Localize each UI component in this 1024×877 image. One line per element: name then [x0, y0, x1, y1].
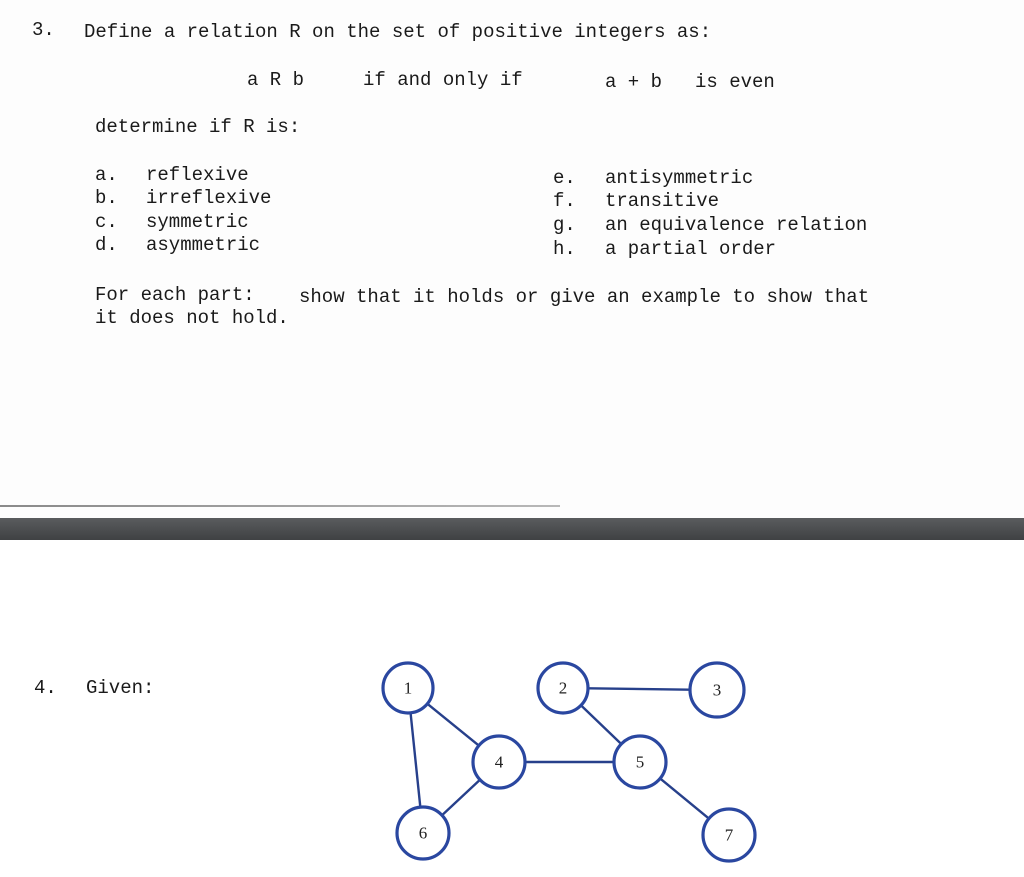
- graph-node-label: 5: [635, 752, 645, 772]
- graph-edge-4-6: [442, 780, 480, 816]
- question-3-number: 3.: [32, 19, 55, 41]
- option-text: a partial order: [605, 238, 777, 260]
- graph-edge-2-5: [581, 705, 621, 744]
- option-text: asymmetric: [146, 234, 261, 256]
- option-letter: h.: [553, 238, 576, 260]
- option-letter: f.: [553, 190, 576, 212]
- graph-edge-5-7: [660, 778, 709, 818]
- instruction-label: For each part:: [95, 284, 255, 306]
- graph-node-label: 2: [558, 678, 568, 698]
- definition-iff: if and only if: [363, 69, 523, 91]
- option-letter: d.: [95, 234, 118, 256]
- graph-edge-2-3: [588, 688, 690, 689]
- graph-edge-1-6: [411, 713, 421, 807]
- option-text: an equivalence relation: [605, 214, 868, 236]
- option-letter: c.: [95, 211, 118, 233]
- graph-node-label: 3: [712, 680, 722, 700]
- graph-node-4: [473, 736, 525, 788]
- graph-node-6: [397, 807, 449, 859]
- graph-node-5: [614, 736, 666, 788]
- option-text: transitive: [605, 190, 720, 212]
- instruction-text: show that it holds or give an example to show that: [299, 286, 870, 308]
- option-text: irreflexive: [146, 187, 272, 209]
- question-4-number: 4.: [34, 677, 57, 699]
- instruction-text-continued: it does not hold.: [95, 307, 289, 329]
- question-3-prompt: determine if R is:: [95, 116, 301, 138]
- question-3-intro: Define a relation R on the set of positive integers as:: [84, 21, 712, 43]
- option-letter: b.: [95, 187, 118, 209]
- option-letter: e.: [553, 167, 576, 189]
- option-text: symmetric: [146, 211, 249, 233]
- graph-node-1: [383, 663, 433, 713]
- graph-edge-1-4: [427, 704, 478, 746]
- option-text: reflexive: [146, 164, 249, 186]
- graph-node-7: [703, 809, 755, 861]
- graph-node-label: 7: [724, 825, 734, 845]
- graph-node-label: 1: [403, 678, 413, 698]
- graph-node-2: [538, 663, 588, 713]
- option-letter: a.: [95, 164, 118, 186]
- graph-node-3: [690, 663, 744, 717]
- graph-node-label: 6: [418, 823, 428, 843]
- question-4-label: Given:: [86, 677, 155, 699]
- definition-relation: a R b: [247, 69, 305, 91]
- definition-condition: a + b: [605, 71, 663, 93]
- option-letter: g.: [553, 214, 576, 236]
- option-text: antisymmetric: [605, 167, 754, 189]
- graph-node-label: 4: [494, 752, 504, 772]
- definition-even: is even: [695, 71, 775, 93]
